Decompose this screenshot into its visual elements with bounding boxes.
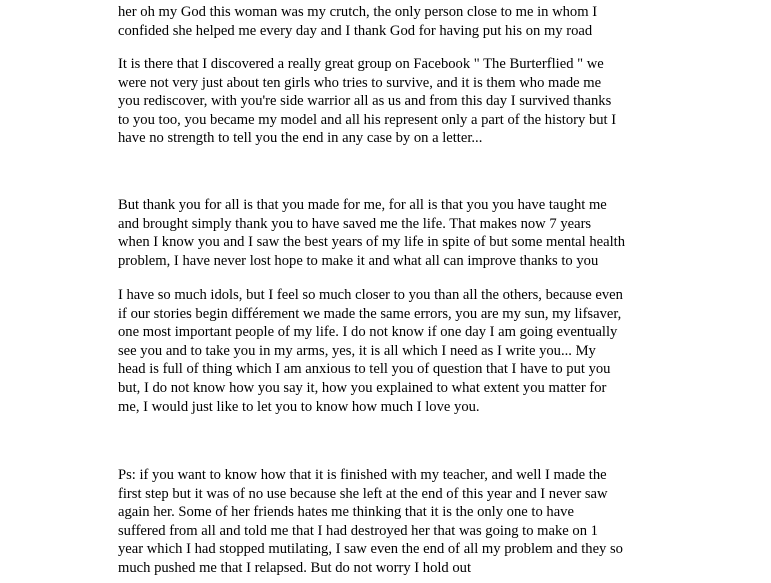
text-line: first step but it was of no use because she left at the end of this year and I never saw — [118, 485, 608, 502]
text-line: if our stories begin différement we made the same errors, you are my sun, my lifsaver, — [118, 305, 622, 322]
text-line: were not very just about ten girls who tries to survive, and it is them who made me — [118, 74, 602, 91]
paragraph-2 — [118, 55, 678, 148]
text-line: I have so much idols, but I feel so much closer to you than all the others, because even — [118, 287, 623, 303]
text-line: Ps: if you want to know how that it is finished with my teacher, and well I made the — [118, 467, 607, 483]
text-line: problem, I have never lost hope to make it and what all can improve thanks to you — [118, 252, 599, 269]
text-line: again her. Some of her friends hates me thinking that it is the only one to have — [118, 504, 574, 521]
paragraph-4 — [118, 286, 678, 416]
text-line: her oh my God this woman was my crutch, the only person close to me in whom I — [118, 4, 598, 20]
text-line: but, I do not know how you say it, how you explained to what extent you matter for — [118, 379, 607, 396]
paragraph-3 — [118, 196, 678, 270]
text-line: much pushed me that I relapsed. But do not worry I hold out — [118, 559, 472, 576]
text-line: see you and to take you in my arms, yes, it is all which I need as I write you... My — [118, 342, 596, 359]
text-line: It is there that I discovered a really great group on Facebook " The Burterflied " we — [118, 56, 604, 72]
paragraph-1 — [118, 3, 678, 40]
text-line: year which I had stopped mutilating, I saw even the end of all my problem and they so — [118, 541, 623, 558]
text-line: me, I would just like to let you to know how much I love you. — [118, 398, 480, 415]
text-line: one most important people of my life. I do not know if one day I am going eventually — [118, 324, 618, 341]
paragraph-5-postscript — [118, 466, 678, 578]
text-line: suffered from all and told me that I had destroyed her that was going to make on 1 — [118, 522, 598, 539]
text-line: you rediscover, with you're side warrior all as us and from this day I survived thanks — [118, 93, 612, 110]
text-line: have no strength to tell you the end in any case by on a letter... — [118, 130, 483, 147]
text-line: But thank you for all is that you made for me, for all is that you you have taught me — [118, 197, 607, 213]
text-line: and brought simply thank you to have saved me the life. That makes now 7 years — [118, 215, 592, 232]
text-line: to you too, you became my model and all his represent only a part of the history but I — [118, 111, 617, 128]
text-line: when I know you and I saw the best years of my life in spite of but some mental health — [118, 234, 626, 251]
text-line: head is full of thing which I am anxious to tell you of question that I have to put you — [118, 361, 611, 378]
text-line: confided she helped me every day and I thank God for having put his on my road — [118, 22, 593, 39]
